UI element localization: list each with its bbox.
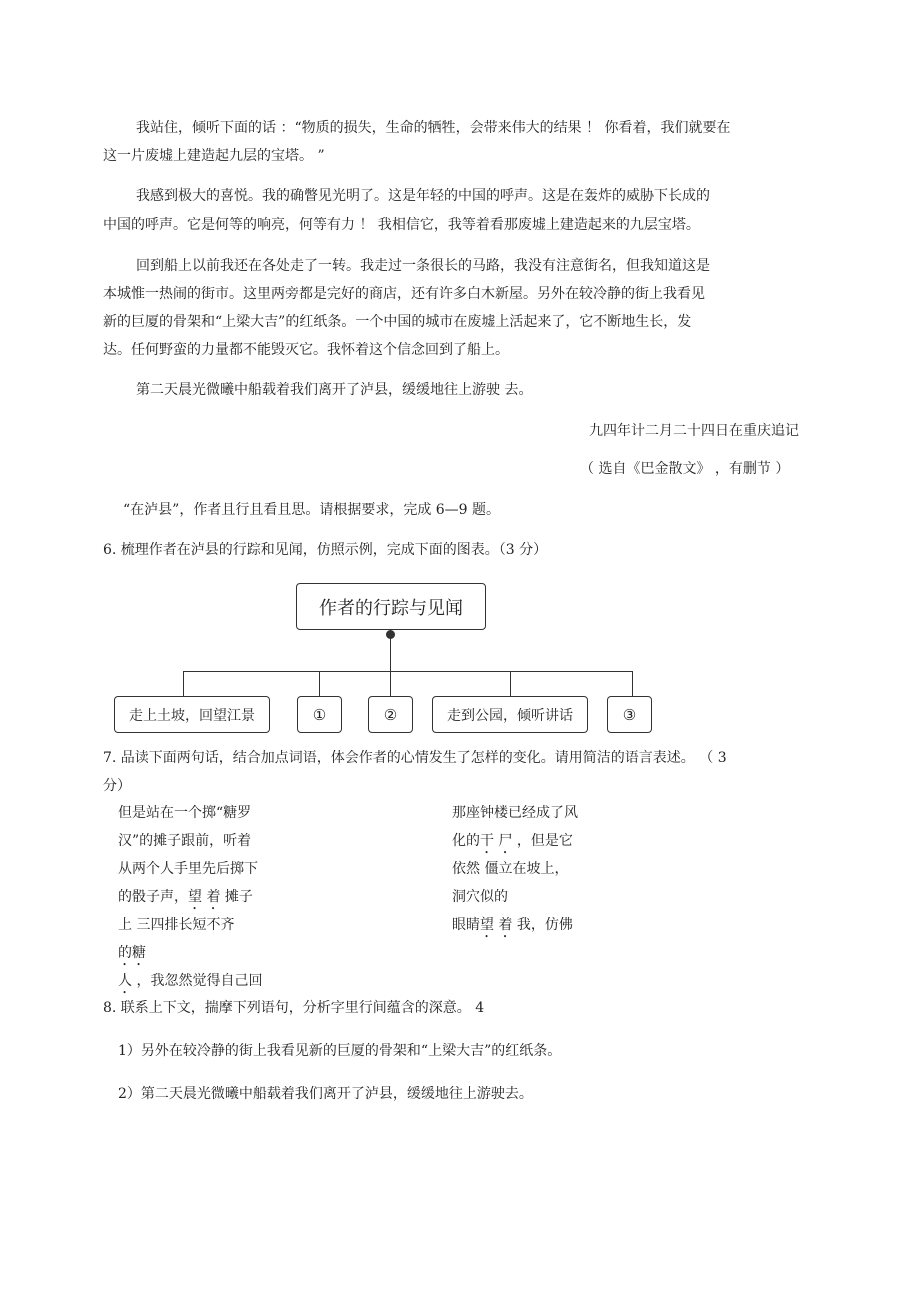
p3-line-4: 达。任何野蛮的力量都不能毁灭它。我怀着这个信念回到了船上。 xyxy=(103,342,509,358)
q7-left-line-4 xyxy=(118,888,253,913)
dotted-word: 的糖 xyxy=(118,945,146,961)
q7-left-line-2: 汉”的摊子跟前，听着 xyxy=(118,833,252,849)
dotted-word: 干 xyxy=(480,833,494,849)
q8-item-2: 2）第二天晨光微曦中船载着我们离开了泸县，缓缓地往上游驶去。 xyxy=(118,1086,533,1102)
diagram-node-1: 走上土坡，回望江景 xyxy=(114,696,270,733)
source-line: （ 选自《巴金散文》 ，有删节 ） xyxy=(580,461,790,477)
diagram-connector-1 xyxy=(183,671,184,696)
text-segment: ，我忽然觉得自己回 xyxy=(132,973,263,989)
diagram-connector-4 xyxy=(510,671,511,696)
q7-left-line-7 xyxy=(118,972,262,997)
dotted-word: 着 xyxy=(498,917,513,933)
p1-line-2: 这一片废墟上建造起九层的宝塔。 ” xyxy=(103,148,325,164)
diagram-connector-2 xyxy=(319,671,320,696)
q7-right-line-4: 洞穴似的 xyxy=(452,889,508,905)
diagram-node-5: ③ xyxy=(607,696,652,733)
q7-left-line-5: 上 三四排长短不齐 xyxy=(118,917,235,933)
text-segment: 化的 xyxy=(452,833,480,849)
text-segment: 的骰子声， xyxy=(118,889,188,905)
intro-line: “在泸县”，作者且行且看且思。请根据要求，完成 6—9 题。 xyxy=(123,502,501,518)
q7-left-line-1: 但是站在一个掷“糖罗 xyxy=(118,805,252,821)
q8-item-1: 1）另外在较冷静的街上我看见新的巨厦的骨架和“上梁大吉”的红纸条。 xyxy=(118,1043,562,1059)
text-segment: ，但是它 xyxy=(512,833,573,849)
diagram-connector-5 xyxy=(632,671,633,696)
q7-right-line-1: 那座钟楼已经成了风 xyxy=(452,805,578,821)
text-segment: 眼睛 xyxy=(452,917,480,933)
dotted-word: 着 xyxy=(206,889,221,905)
q6-text: 6. 梳理作者在泸县的行踪和见闻，仿照示例，完成下面的图表。（3 分） xyxy=(103,542,548,558)
date-line: 九四年计二月二十四日在重庆追记 xyxy=(589,423,799,439)
diagram-branch-line xyxy=(183,671,632,672)
dotted-word: 尸 xyxy=(498,833,513,849)
q7-text-2: 分） xyxy=(103,778,131,794)
q7-right-line-2 xyxy=(452,832,573,857)
dotted-word: 望 xyxy=(188,889,202,905)
diagram-root: 作者的行踪与见闻 xyxy=(296,583,486,630)
q7-right-line-3: 依然 僵立在坡上， xyxy=(452,861,569,877)
q7-left-line-6 xyxy=(118,944,146,969)
p4-line: 第二天晨光微曦中船载着我们离开了泸县，缓缓地往上游驶 去。 xyxy=(136,382,533,398)
text-segment: 摊子 xyxy=(220,889,253,905)
q7-text-1: 7. 品读下面两句话，结合加点词语，体会作者的心情发生了怎样的变化。请用简洁的语言表述。 （ 3 xyxy=(103,750,727,766)
q7-left-line-3: 从两个人手里先后掷下 xyxy=(118,861,258,877)
diagram-node-4: 走到公园，倾听讲话 xyxy=(432,696,588,733)
text-segment: 我，仿佛 xyxy=(512,917,573,933)
diagram-node-3: ② xyxy=(368,696,413,733)
p1-line-1: 我站住，倾听下面的话 ：“物质的损失，生命的牺牲，会带来伟大的结果 ！ 你看着，我们就要在 xyxy=(136,120,731,136)
diagram-junction-dot xyxy=(386,630,395,639)
diagram-connector-3 xyxy=(390,671,391,696)
p2-line-1: 我感到极大的喜悦。我的确瞥见光明了。这是年轻的中国的呼声。这是在轰炸的威胁下长成的 xyxy=(136,188,710,204)
q8-text: 8. 联系上下文，揣摩下列语句，分析字里行间蕴含的深意。 4 xyxy=(103,1000,485,1016)
dotted-word: 望 xyxy=(480,917,494,933)
p3-line-3: 新的巨厦的骨架和“上梁大吉”的红纸条。一个中国的城市在废墟上活起来了，它不断地生长，发 xyxy=(103,314,692,330)
q7-right-line-5 xyxy=(452,916,573,941)
dotted-word: 人 xyxy=(118,973,132,989)
diagram-node-2: ① xyxy=(297,696,342,733)
p3-line-1: 回到船上以前我还在各处走了一转。我走过一条很长的马路，我没有注意街名，但我知道这是 xyxy=(136,258,710,274)
p3-line-2: 本城惟一热闹的街市。这里两旁都是完好的商店，还有许多白木新屋。另外在较冷静的街上我看见 xyxy=(103,286,705,302)
p2-line-2: 中国的呼声。它是何等的响亮，何等有力 ！ 我相信它，我等着看那废墟上建造起来的九层宝塔。 xyxy=(103,217,700,233)
